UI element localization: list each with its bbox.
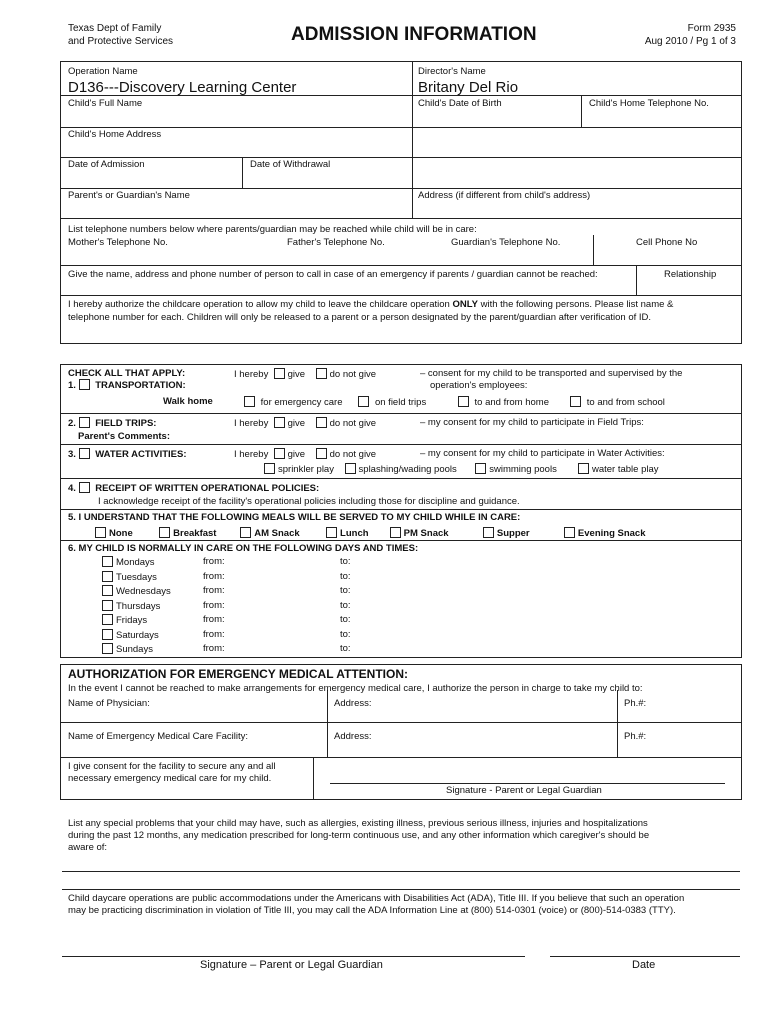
physician-address-label: Address: (334, 698, 372, 709)
parent-comments-label: Parent's Comments: (78, 431, 171, 442)
date-line[interactable] (550, 956, 740, 957)
parent-signature-label: Signature – Parent or Legal Guardian (200, 959, 383, 971)
child-address-label: Child's Home Address (68, 129, 162, 140)
day-from-label: from: (203, 570, 225, 582)
director-value[interactable]: Britany Del Rio (418, 79, 519, 96)
day-label: Wednesdays (116, 586, 171, 597)
field-give-checkbox[interactable] (274, 417, 285, 428)
withdrawal-date-label: Date of Withdrawal (250, 159, 331, 170)
transport-consent-text-2: operation's employees: (430, 380, 528, 391)
policies-text: I acknowledge receipt of the facility's operational policies including those for discipline and guidance. (98, 496, 520, 507)
day-row (102, 599, 351, 614)
parent-name-label: Parent's or Guardian's Name (68, 190, 190, 201)
transport-give-checkbox[interactable] (274, 368, 285, 379)
facility-label: Name of Emergency Medical Care Facility: (68, 731, 249, 742)
admission-date-label: Date of Admission (68, 159, 145, 170)
day-row (102, 628, 351, 643)
day-to-label: to: (340, 614, 351, 625)
special-problems-text-1: List any special problems that your child may have, such as allergies, existing illness, previous serious illness, injuries and hospitalizations (68, 818, 648, 829)
facility-address-label: Address: (334, 731, 372, 742)
water-activities-label: 3. WATER ACTIVITIES: (68, 449, 187, 460)
special-problems-line[interactable] (62, 871, 740, 872)
form-number: Form 2935 (687, 23, 736, 34)
water-table-checkbox[interactable] (578, 463, 589, 474)
meals-label: 5. I UNDERSTAND THAT THE FOLLOWING MEALS WILL BE SERVED TO MY CHILD WHILE IN CARE: (68, 512, 521, 523)
day-label: Thursdays (116, 600, 161, 612)
day-to-label: to: (340, 570, 351, 582)
agency-line-1: Texas Dept of Family (68, 23, 162, 34)
mother-phone-label: Mother's Telephone No. (68, 237, 168, 248)
splashing-checkbox[interactable] (345, 463, 356, 474)
day-from-label: from: (203, 643, 225, 654)
medical-signature-label: Signature - Parent or Legal Guardian (446, 785, 602, 796)
transport-do-not-give-checkbox[interactable] (316, 368, 327, 379)
meal-evening-snack-checkbox[interactable] (564, 527, 575, 538)
day-checkbox[interactable] (102, 643, 113, 654)
field-consent-text: – my consent for my child to participate in Field Trips: (420, 417, 644, 428)
day-checkbox[interactable] (102, 629, 113, 640)
special-problems-text-2: during the past 12 months, any medication prescribed for long-term continuous use, and any other information which caregiver's should be (68, 830, 650, 841)
release-authorization-text: I hereby authorize the childcare operation to allow my child to leave the childcare operation ONLY with the following persons. Please list name & (68, 299, 674, 310)
transportation-checkbox[interactable] (79, 379, 90, 390)
day-row (102, 585, 351, 599)
day-row (102, 570, 351, 585)
physician-phone-label: Ph.#: (624, 698, 647, 709)
water-give-row: I hereby give do not give (234, 449, 377, 460)
day-checkbox[interactable] (102, 556, 113, 567)
day-checkbox[interactable] (102, 571, 113, 582)
day-to-label: to: (340, 599, 351, 611)
medical-title: AUTHORIZATION FOR EMERGENCY MEDICAL ATTENTION: (68, 667, 408, 681)
child-name-label: Child's Full Name (68, 98, 143, 109)
father-phone-label: Father's Telephone No. (287, 237, 385, 248)
day-from-label: from: (203, 599, 225, 611)
ada-text-2: may be practicing discrimination in violation of Title III, you may call the ADA Information Line at (800) 514-0301 (voice) or (800)-514-0383 (TTY). (68, 905, 676, 916)
policies-checkbox[interactable] (79, 482, 90, 493)
day-to-label: to: (340, 643, 351, 654)
day-from-label: from: (203, 628, 225, 640)
form-date: Aug 2010 / Pg 1 of 3 (644, 36, 736, 47)
transport-options: for emergency care on field trips to and from home to and from school (244, 396, 665, 408)
release-authorization-text-2: telephone number for each. Children will only be released to a parent or a person designated by the parent/guardian after verification of ID. (68, 312, 652, 323)
relationship-label: Relationship (664, 269, 717, 280)
meal-pm-snack-checkbox[interactable] (390, 527, 401, 538)
agency-line-2: and Protective Services (68, 36, 174, 47)
operation-name-label: Operation Name (68, 66, 138, 77)
form-title: ADMISSION INFORMATION (291, 24, 537, 45)
day-row (102, 556, 351, 570)
field-trips-transport-checkbox[interactable] (358, 396, 369, 407)
guardian-phone-label: Guardian's Telephone No. (451, 237, 561, 248)
water-options: sprinkler play splashing/wading pools swimming pools water table play (264, 463, 659, 475)
day-checkbox[interactable] (102, 585, 113, 596)
field-trips-checkbox[interactable] (79, 417, 90, 428)
day-label: Fridays (116, 615, 148, 626)
meals-row: None Breakfast AM Snack Lunch PM Snack Supper Evening Snack (95, 527, 646, 539)
transportation-give-row: I hereby give do not give (234, 369, 377, 380)
walk-home-label: Walk home (163, 396, 213, 407)
day-row (102, 614, 351, 628)
day-to-label: to: (340, 628, 351, 640)
check-all-label: CHECK ALL THAT APPLY: (68, 368, 186, 379)
consent-section (60, 364, 742, 658)
day-to-label: to: (340, 585, 351, 596)
ada-text-1: Child daycare operations are public accommodations under the Americans with Disabilities Act (ADA), Title III. If you believe that such an operation (68, 893, 685, 904)
special-problems-text-3: aware of: (68, 842, 108, 853)
medical-signature-line[interactable] (330, 783, 725, 784)
meal-none-checkbox[interactable] (95, 527, 106, 538)
day-label: Tuesdays (116, 571, 157, 583)
days-label: 6. MY CHILD IS NORMALLY IN CARE ON THE FOLLOWING DAYS AND TIMES: (68, 543, 419, 554)
day-label: Saturdays (116, 629, 159, 641)
consent-text-1: I give consent for the facility to secure any and all (68, 761, 276, 772)
day-label: Sundays (116, 644, 153, 655)
day-checkbox[interactable] (102, 600, 113, 611)
date-label: Date (632, 959, 656, 971)
day-from-label: from: (203, 585, 225, 596)
water-activities-checkbox[interactable] (79, 448, 90, 459)
director-label: Director's Name (418, 66, 486, 77)
day-from-label: from: (203, 614, 225, 625)
swimming-checkbox[interactable] (475, 463, 486, 474)
water-do-not-give-checkbox[interactable] (316, 448, 327, 459)
transport-consent-text: – consent for my child to be transported and supervised by the (420, 368, 683, 379)
field-trips-give-row: I hereby give do not give (234, 418, 377, 429)
day-checkbox[interactable] (102, 614, 113, 625)
consent-text-2: necessary emergency medical care for my child. (68, 773, 272, 784)
emergency-care-checkbox[interactable] (244, 396, 255, 407)
meal-breakfast-checkbox[interactable] (159, 527, 170, 538)
facility-phone-label: Ph.#: (624, 731, 647, 742)
parent-signature-line[interactable] (62, 956, 525, 957)
child-dob-label: Child's Date of Birth (418, 98, 502, 109)
day-label: Mondays (116, 557, 155, 568)
to-from-home-checkbox[interactable] (458, 396, 469, 407)
phone-instructions: List telephone numbers below where parents/guardian may be reached while child will be in care: (68, 224, 477, 235)
water-consent-text: – my consent for my child to participate in Water Activities: (420, 448, 665, 459)
day-from-label: from: (203, 556, 225, 567)
day-to-label: to: (340, 556, 351, 567)
day-row (102, 643, 351, 657)
transportation-label: 1. TRANSPORTATION: (68, 380, 186, 391)
to-from-school-checkbox[interactable] (570, 396, 581, 407)
medical-intro: In the event I cannot be reached to make arrangements for emergency medical care, I authorize the person in charge to take my child to: (68, 683, 643, 694)
field-trips-label: 2. FIELD TRIPS: (68, 418, 157, 429)
meal-am-snack-checkbox[interactable] (240, 527, 251, 538)
cell-phone-label: Cell Phone No (636, 237, 698, 248)
meal-lunch-checkbox[interactable] (326, 527, 337, 538)
water-give-checkbox[interactable] (274, 448, 285, 459)
operation-name-value[interactable]: D136---Discovery Learning Center (68, 79, 297, 96)
emergency-contact-label: Give the name, address and phone number of person to call in case of an emergency if parents / guardian cannot be reached: (68, 269, 598, 280)
field-do-not-give-checkbox[interactable] (316, 417, 327, 428)
sprinkler-checkbox[interactable] (264, 463, 275, 474)
meal-supper-checkbox[interactable] (483, 527, 494, 538)
child-phone-label: Child's Home Telephone No. (589, 98, 709, 109)
physician-label: Name of Physician: (68, 698, 150, 709)
parent-address-label: Address (if different from child's address) (418, 190, 591, 201)
policies-label: 4. RECEIPT OF WRITTEN OPERATIONAL POLICIES: (68, 483, 320, 494)
